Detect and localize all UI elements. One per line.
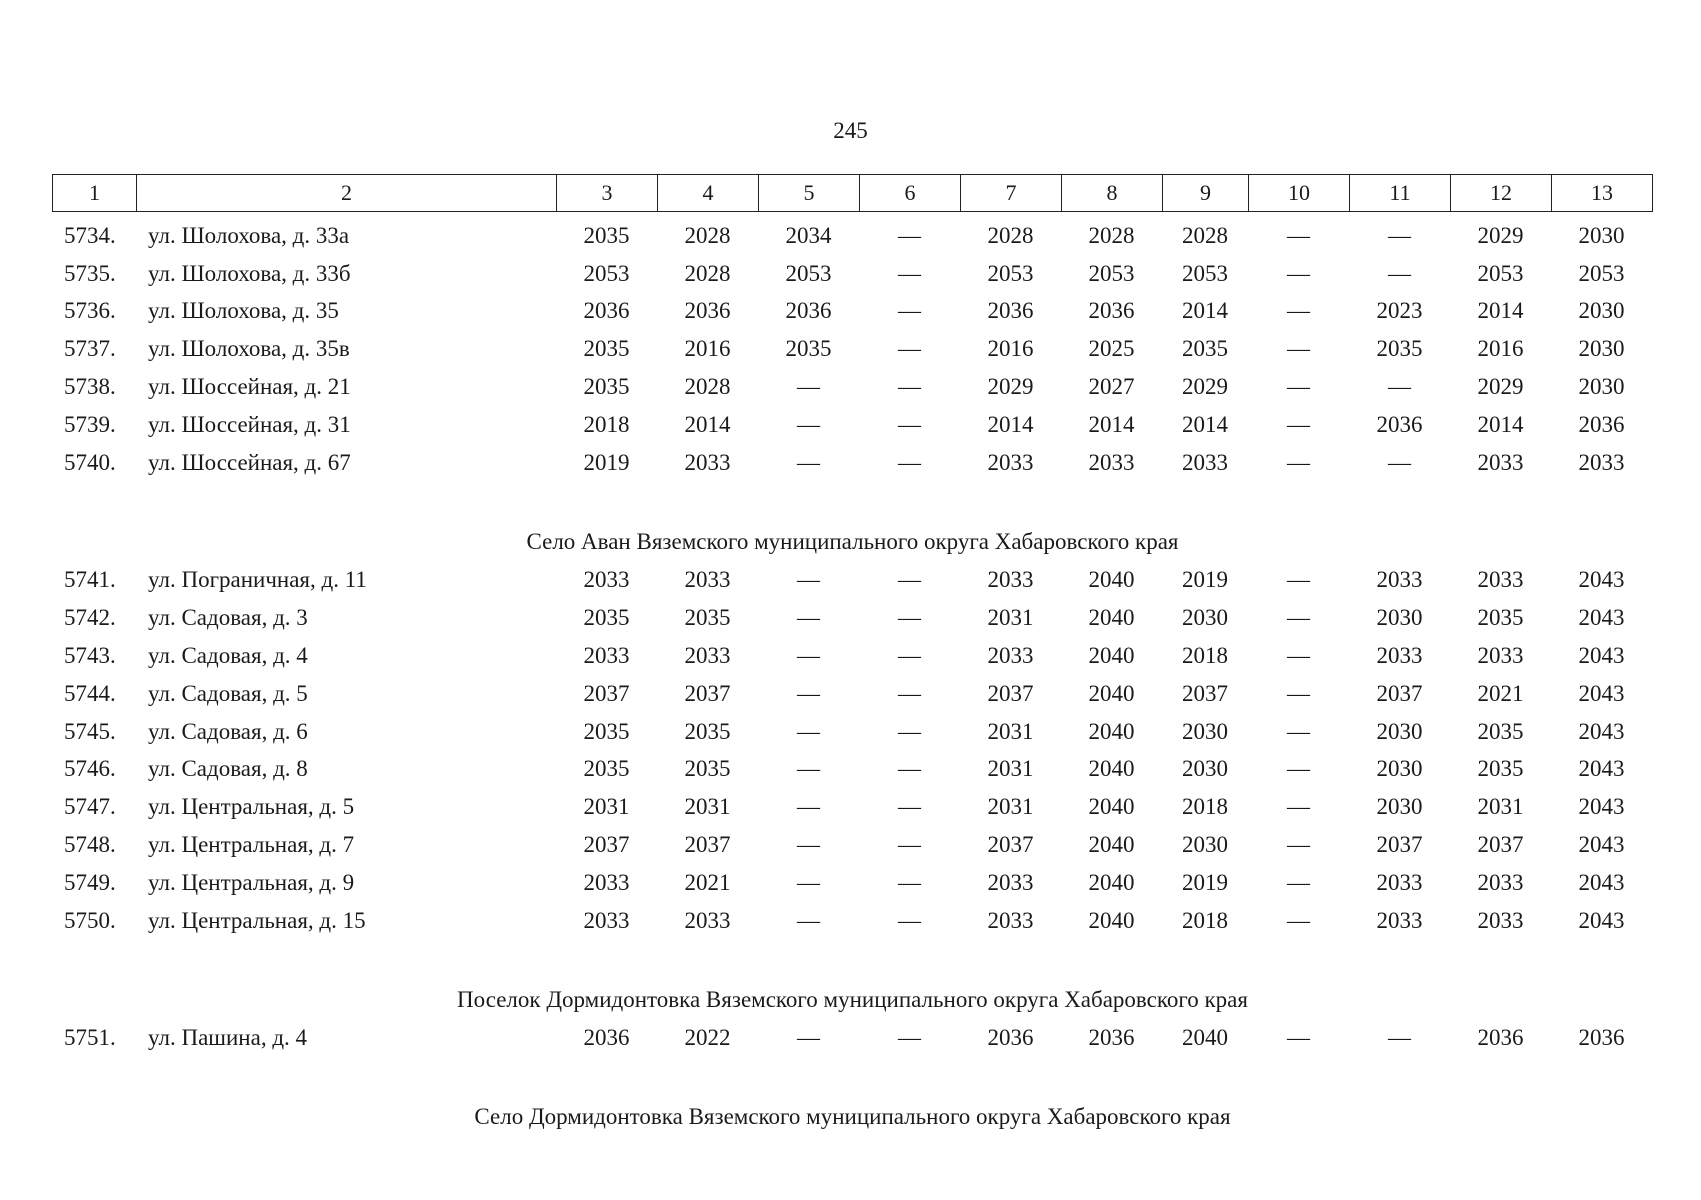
year-cell: 2033 [1477,869,1524,895]
year-cell: — [898,794,921,820]
year-cell: 2037 [1477,832,1524,858]
year-cell: 2043 [1578,794,1625,820]
year-cell: 2031 [684,794,731,820]
year-cell: 2018 [1182,794,1228,820]
year-cell: 2030 [1376,756,1423,782]
address-cell: ул. Шоссейная, д. 21 [148,374,351,400]
year-cell: 2033 [1578,449,1625,475]
row-number: 5734. [64,222,116,248]
year-cell: 2036 [1578,411,1625,437]
table-body [52,217,1653,1137]
year-cell: 2043 [1578,643,1625,669]
year-cell: — [898,718,921,744]
year-cell: 2031 [987,605,1034,631]
year-cell: — [797,794,820,820]
year-cell: 2033 [1376,643,1423,669]
section-gap [52,482,1653,522]
column-header-12: 12 [1451,175,1552,212]
address-cell: ул. Шолохова, д. 33б [148,260,351,286]
year-cell: 2028 [1182,222,1228,248]
address-cell: ул. Пашина, д. 4 [148,1025,308,1051]
year-cell: 2016 [1477,336,1524,362]
year-cell: 2031 [987,794,1034,820]
year-cell: — [898,756,921,782]
column-header-2: 2 [137,175,557,212]
year-cell: 2030 [1182,605,1228,631]
year-cell: — [1287,336,1310,362]
year-cell: 2031 [987,756,1034,782]
year-cell: 2025 [1088,336,1135,362]
year-cell: 2028 [684,260,731,286]
year-cell: — [797,643,820,669]
year-cell: 2033 [1376,869,1423,895]
year-cell: 2036 [583,1025,630,1051]
year-cell: — [1388,222,1411,248]
address-cell: ул. Шоссейная, д. 31 [148,411,351,437]
year-cell: 2033 [583,869,630,895]
year-cell: 2036 [1376,411,1423,437]
year-cell: 2014 [1477,411,1524,437]
year-cell: — [1287,298,1310,324]
year-cell: 2043 [1578,832,1625,858]
column-header-9: 9 [1163,175,1249,212]
year-cell: — [797,605,820,631]
year-cell: — [898,260,921,286]
address-cell: ул. Центральная, д. 15 [148,907,366,933]
year-cell: 2035 [684,718,731,744]
row-number: 5739. [64,411,116,437]
year-cell: — [1388,260,1411,286]
year-cell: — [1287,374,1310,400]
year-cell: — [1287,756,1310,782]
year-cell: 2036 [1088,298,1135,324]
year-cell: 2036 [987,1025,1034,1051]
page-number: 245 [833,118,868,143]
table-row [52,902,1653,940]
year-cell: — [1287,832,1310,858]
year-cell: — [797,718,820,744]
year-cell: 2035 [1376,336,1423,362]
column-header-4: 4 [658,175,759,212]
year-cell: 2036 [1578,1025,1625,1051]
row-number: 5742. [64,605,116,631]
year-cell: — [797,411,820,437]
year-cell: 2033 [987,869,1034,895]
year-cell: 2014 [684,411,731,437]
year-cell: — [898,605,921,631]
year-cell: 2040 [1088,832,1135,858]
year-cell: 2014 [1088,411,1135,437]
address-cell: ул. Шоссейная, д. 67 [148,449,351,475]
row-number: 5744. [64,680,116,706]
year-cell: 2033 [987,907,1034,933]
row-number: 5745. [64,718,116,744]
year-cell: 2053 [583,260,630,286]
year-cell: — [797,374,820,400]
year-cell: 2036 [785,298,832,324]
year-cell: — [898,336,921,362]
year-cell: 2037 [684,832,731,858]
row-number: 5746. [64,756,116,782]
year-cell: 2022 [684,1025,731,1051]
table-row [52,255,1653,293]
row-number: 5737. [64,336,116,362]
column-header-5: 5 [759,175,860,212]
year-cell: 2033 [583,643,630,669]
year-cell: — [898,411,921,437]
row-number: 5747. [64,794,116,820]
year-cell: 2043 [1578,605,1625,631]
year-cell: 2035 [1477,718,1524,744]
year-cell: 2030 [1182,756,1228,782]
year-cell: 2029 [987,374,1034,400]
year-cell: 2030 [1376,794,1423,820]
year-cell: — [797,832,820,858]
year-cell: — [797,567,820,593]
year-cell: 2040 [1182,1025,1228,1051]
year-cell: 2033 [684,449,731,475]
year-cell: 2033 [1477,567,1524,593]
year-cell: — [898,869,921,895]
year-cell: 2016 [684,336,731,362]
table-row [52,444,1653,482]
year-cell: 2018 [583,411,630,437]
address-cell: ул. Садовая, д. 8 [148,756,308,782]
column-header-1: 1 [53,175,137,212]
column-header-10: 10 [1249,175,1350,212]
year-cell: 2043 [1578,680,1625,706]
year-cell: 2035 [583,336,630,362]
year-cell: 2016 [987,336,1034,362]
address-cell: ул. Центральная, д. 7 [148,832,355,858]
year-cell: 2033 [987,449,1034,475]
year-cell: — [797,756,820,782]
year-cell: — [797,869,820,895]
section-title: Село Дормидонтовка Вяземского муниципального округа Хабаровского края [474,1104,1231,1130]
year-cell: 2030 [1376,605,1423,631]
address-cell: ул. Садовая, д. 6 [148,718,308,744]
year-cell: 2033 [987,643,1034,669]
year-cell: 2030 [1182,718,1228,744]
column-header-8: 8 [1062,175,1163,212]
year-cell: — [797,449,820,475]
table-row [52,751,1653,789]
table-header [52,174,1653,212]
table-row [52,406,1653,444]
year-cell: 2033 [684,907,731,933]
table-row [52,368,1653,406]
year-cell: 2053 [1182,260,1228,286]
address-cell: ул. Садовая, д. 5 [148,680,308,706]
year-cell: 2053 [1578,260,1625,286]
row-number: 5751. [64,1025,116,1051]
year-cell: — [1287,449,1310,475]
year-cell: 2029 [1477,222,1524,248]
table-row [52,675,1653,713]
year-cell: — [898,643,921,669]
year-cell: 2030 [1578,336,1625,362]
year-cell: 2030 [1376,718,1423,744]
column-header-11: 11 [1350,175,1451,212]
year-cell: 2053 [987,260,1034,286]
address-cell: ул. Пограничная, д. 11 [148,567,367,593]
year-cell: 2035 [583,756,630,782]
year-cell: 2014 [1182,298,1228,324]
address-cell: ул. Центральная, д. 5 [148,794,355,820]
year-cell: 2035 [684,756,731,782]
year-cell: — [898,567,921,593]
year-cell: — [1388,374,1411,400]
year-cell: 2053 [1088,260,1135,286]
year-cell: 2037 [583,680,630,706]
year-cell: 2028 [987,222,1034,248]
year-cell: 2018 [1182,907,1228,933]
year-cell: 2014 [1477,298,1524,324]
year-cell: 2033 [684,567,731,593]
year-cell: 2014 [987,411,1034,437]
year-cell: 2040 [1088,567,1135,593]
row-number: 5738. [64,374,116,400]
row-number: 5736. [64,298,116,324]
year-cell: 2035 [583,374,630,400]
year-cell: 2034 [785,222,832,248]
year-cell: — [1287,567,1310,593]
year-cell: 2033 [583,567,630,593]
year-cell: — [1287,222,1310,248]
year-cell: 2040 [1088,718,1135,744]
column-header-7: 7 [961,175,1062,212]
year-cell: 2035 [785,336,832,362]
year-cell: — [1388,1025,1411,1051]
year-cell: 2053 [785,260,832,286]
year-cell: 2035 [1477,605,1524,631]
year-cell: 2037 [684,680,731,706]
table-row [52,293,1653,331]
year-cell: 2033 [1376,567,1423,593]
year-cell: — [1388,449,1411,475]
year-cell: 2019 [583,449,630,475]
year-cell: 2036 [987,298,1034,324]
address-cell: ул. Шолохова, д. 35в [148,336,350,362]
year-cell: — [797,680,820,706]
year-cell: 2033 [1477,643,1524,669]
year-cell: 2033 [1376,907,1423,933]
row-number: 5748. [64,832,116,858]
year-cell: 2053 [1477,260,1524,286]
year-cell: 2018 [1182,643,1228,669]
year-cell: 2021 [1477,680,1524,706]
table-row [52,713,1653,751]
address-cell: ул. Центральная, д. 9 [148,869,355,895]
year-cell: 2036 [583,298,630,324]
year-cell: — [1287,794,1310,820]
year-cell: 2040 [1088,643,1135,669]
year-cell: 2035 [684,605,731,631]
year-cell: 2035 [583,718,630,744]
year-cell: — [1287,605,1310,631]
year-cell: 2035 [583,605,630,631]
table-row [52,1020,1653,1058]
year-cell: — [898,298,921,324]
year-cell: 2043 [1578,718,1625,744]
year-cell: 2030 [1578,374,1625,400]
year-cell: 2037 [583,832,630,858]
year-cell: 2033 [583,907,630,933]
table-row [52,562,1653,600]
year-cell: 2033 [684,643,731,669]
table-row [52,217,1653,255]
year-cell: 2033 [1477,907,1524,933]
column-header-3: 3 [557,175,658,212]
year-cell: 2040 [1088,605,1135,631]
year-cell: 2021 [684,869,731,895]
year-cell: — [1287,869,1310,895]
year-cell: — [898,449,921,475]
year-cell: 2033 [1088,449,1135,475]
year-cell: 2029 [1477,374,1524,400]
year-cell: — [1287,907,1310,933]
year-cell: 2030 [1578,222,1625,248]
year-cell: 2030 [1578,298,1625,324]
year-cell: — [1287,680,1310,706]
year-cell: 2043 [1578,756,1625,782]
year-cell: 2043 [1578,567,1625,593]
table-row [52,864,1653,902]
year-cell: 2014 [1182,411,1228,437]
year-cell: 2023 [1376,298,1423,324]
year-cell: 2043 [1578,869,1625,895]
year-cell: 2031 [583,794,630,820]
section-title: Поселок Дормидонтовка Вяземского муниципального округа Хабаровского края [457,986,1248,1012]
year-cell: 2037 [987,680,1034,706]
year-cell: 2036 [684,298,731,324]
year-cell: 2029 [1182,374,1228,400]
year-cell: — [898,832,921,858]
year-cell: — [1287,260,1310,286]
row-number: 5743. [64,643,116,669]
table-row [52,788,1653,826]
year-cell: 2043 [1578,907,1625,933]
year-cell: — [1287,718,1310,744]
year-cell: 2019 [1182,869,1228,895]
column-header-13: 13 [1552,175,1653,212]
year-cell: — [797,1025,820,1051]
year-cell: 2036 [1477,1025,1524,1051]
year-cell: 2040 [1088,756,1135,782]
year-cell: 2037 [1182,680,1228,706]
row-number: 5735. [64,260,116,286]
column-header-6: 6 [860,175,961,212]
year-cell: 2031 [987,718,1034,744]
year-cell: 2033 [1477,449,1524,475]
address-cell: ул. Шолохова, д. 35 [148,298,339,324]
year-cell: 2031 [1477,794,1524,820]
year-cell: 2040 [1088,907,1135,933]
year-cell: — [898,222,921,248]
row-number: 5740. [64,449,116,475]
year-cell: 2037 [1376,832,1423,858]
table-row [52,826,1653,864]
year-cell: — [1287,411,1310,437]
year-cell: 2037 [1376,680,1423,706]
year-cell: 2037 [987,832,1034,858]
table-row [52,330,1653,368]
row-number: 5750. [64,907,116,933]
year-cell: 2035 [583,222,630,248]
year-cell: 2036 [1088,1025,1135,1051]
year-cell: 2040 [1088,794,1135,820]
year-cell: 2028 [1088,222,1135,248]
year-cell: — [797,907,820,933]
year-cell: 2030 [1182,832,1228,858]
year-cell: 2035 [1182,336,1228,362]
year-cell: — [1287,643,1310,669]
year-cell: — [898,374,921,400]
section-title: Село Аван Вяземского муниципального округа Хабаровского края [526,528,1179,554]
year-cell: 2019 [1182,567,1228,593]
year-cell: 2040 [1088,680,1135,706]
header-row [53,175,1653,212]
section-gap [52,940,1653,980]
address-cell: ул. Садовая, д. 4 [148,643,308,669]
year-cell: 2028 [684,374,731,400]
year-cell: 2027 [1088,374,1135,400]
section-gap [52,1057,1653,1097]
year-cell: 2028 [684,222,731,248]
year-cell: 2035 [1477,756,1524,782]
table-row [52,637,1653,675]
year-cell: 2040 [1088,869,1135,895]
year-cell: — [898,680,921,706]
table-row [52,599,1653,637]
year-cell: — [898,1025,921,1051]
row-number: 5741. [64,567,116,593]
year-cell: — [898,907,921,933]
year-cell: 2033 [1182,449,1228,475]
row-number: 5749. [64,869,116,895]
year-cell: 2033 [987,567,1034,593]
address-cell: ул. Садовая, д. 3 [148,605,308,631]
year-cell: — [1287,1025,1310,1051]
address-cell: ул. Шолохова, д. 33а [148,222,350,248]
